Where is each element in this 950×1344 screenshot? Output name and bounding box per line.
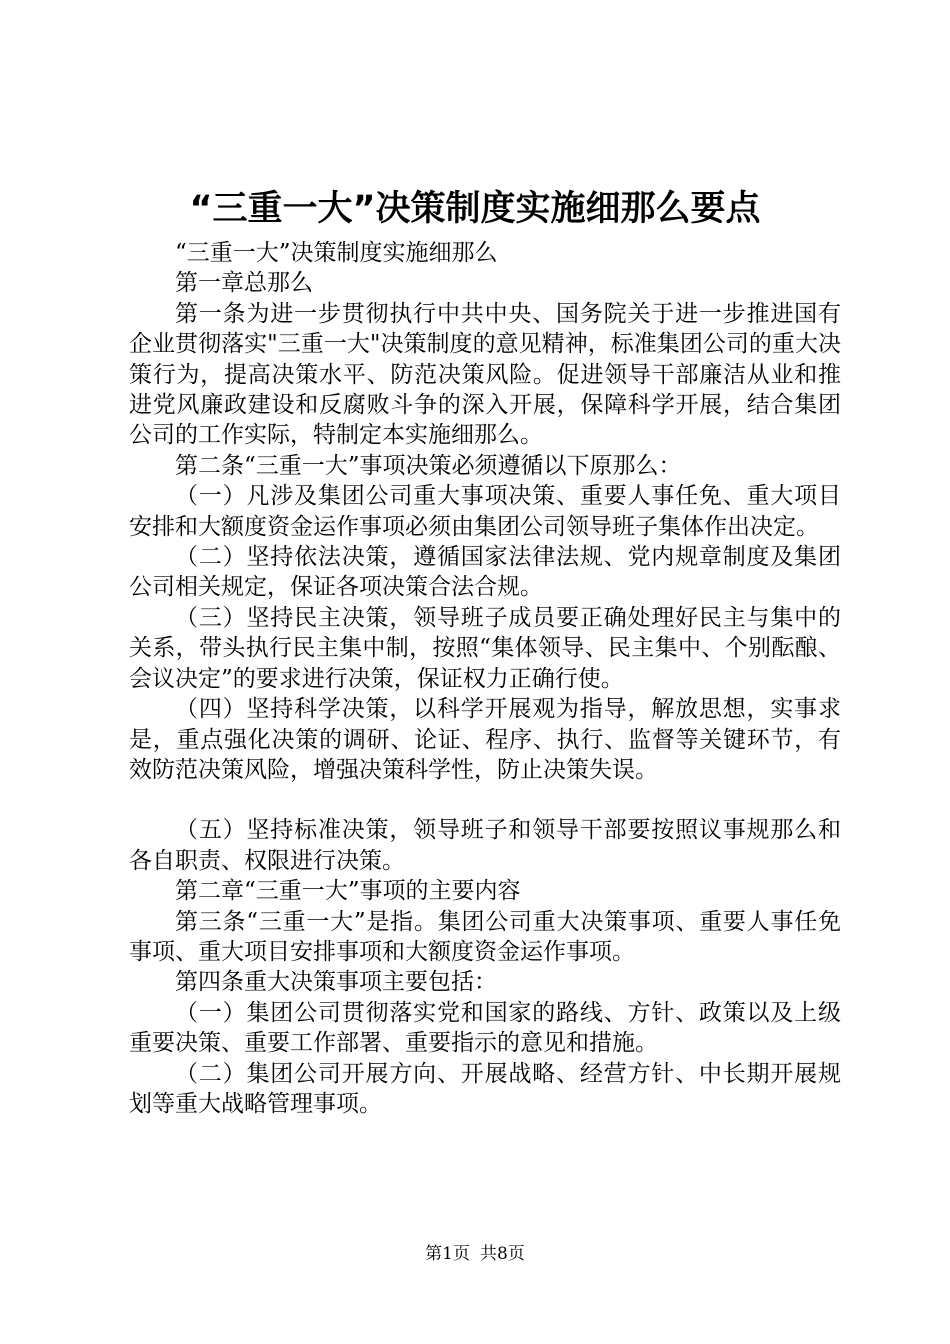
document-body — [129, 238, 841, 1119]
paragraph-article-2-item-1: （一）凡涉及集团公司重大事项决策、重要人事任免、重大项目安排和大额度资金运作事项必须由集团公司领导班子集体作出决定。 — [129, 483, 841, 540]
paragraph-article-2-item-2: （二）坚持依法决策，遵循国家法律法规、党内规章制度及集团公司相关规定，保证各项决策合法合规。 — [129, 544, 841, 601]
paragraph-article-2-item-5: （五）坚持标准决策，领导班子和领导干部要按照议事规那么和各自职责、权限进行决策。 — [129, 817, 841, 874]
paragraph-subtitle: “三重一大”决策制度实施细那么 — [175, 240, 498, 266]
paragraph-article-2-item-4: （四）坚持科学决策，以科学开展观为指导，解放思想，实事求是，重点强化决策的调研、论证、程序、执行、监督等关键环节，有效防范决策风险，增强决策科学性，防止决策失误。 — [129, 696, 841, 783]
paragraph-article-4-item-1: （一）集团公司贯彻落实党和国家的路线、方针、政策以及上级重要决策、重要工作部署、重要指示的意见和措施。 — [129, 999, 841, 1057]
page-total: 共8页 — [480, 1244, 525, 1264]
page-footer — [0, 1242, 950, 1266]
paragraph-chapter-2: 第二章“三重一大”事项的主要内容 — [175, 878, 521, 905]
paragraph-article-2: 第二条“三重一大”事项决策必须遵循以下原那么： — [175, 452, 682, 479]
paragraph-article-4-item-2: （二）集团公司开展方向、开展战略、经营方针、中长期开展规划等重大战略管理事项。 — [129, 1060, 841, 1117]
paragraph-article-4: 第四条重大决策事项主要包括： — [175, 969, 497, 996]
paragraph-gap — [129, 785, 841, 815]
document-title: “三重一大”决策制度实施细那么要点 — [189, 189, 761, 229]
paragraph-chapter-1: 第一章总那么 — [175, 270, 313, 297]
page-number: 第1页 — [425, 1244, 470, 1264]
paragraph-article-3: 第三条“三重一大”是指。集团公司重大决策事项、重要人事任免事项、重大项目安排事项和大额度资金运作事项。 — [129, 908, 841, 965]
paragraph-article-1: 第一条为进一步贯彻执行中共中央、国务院关于进一步推进国有企业贯彻落实"三重一大"决策制度的意见精神，标准集团公司的重大决策行为，提高决策水平、防范决策风险。促进领导干部廉洁从业和推进党风廉政建设和反腐败斗争的深入开展，保障科学开展，结合集团公司的工作实际，特制定本实施细那么。 — [129, 300, 841, 449]
paragraph-article-2-item-3: （三）坚持民主决策，领导班子成员要正确处理好民主与集中的关系，带头执行民主集中制，按照“集体领导、民主集中、个别酝酿、会议决定”的要求进行决策，保证权力正确行使。 — [129, 604, 841, 692]
